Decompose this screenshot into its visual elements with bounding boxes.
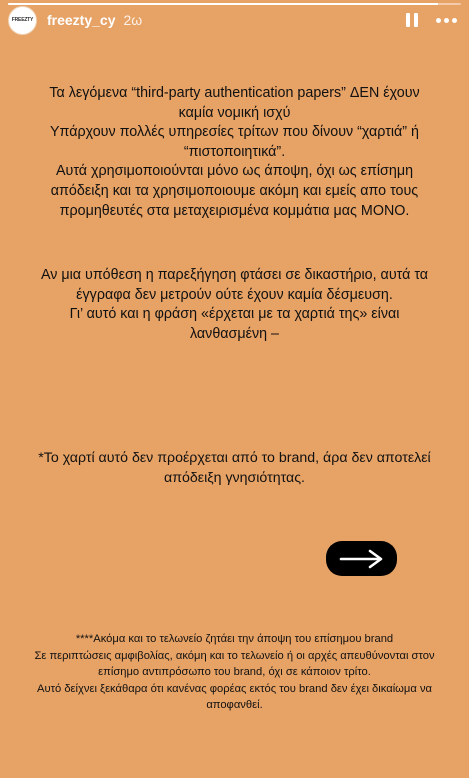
- footer-line: ****Ακόμα και το τελωνείο ζητάει την άποψη του επίσημου brand: [75, 633, 394, 645]
- text-line: Αν μια υπόθεση η παρεξήγηση φτάσει σε δικαστήριο, αυτά τα: [40, 267, 429, 283]
- arrow-right-icon: [338, 548, 386, 570]
- text-line: προμηθευτές στα μεταχειρισμένα κομμάτια μας ΜΟΝΟ.: [59, 202, 410, 219]
- text-line: “πιστοποιητικά”.: [183, 143, 286, 160]
- story-progress-bar: [8, 3, 461, 5]
- footer-line: Αυτό δείχνει ξεκάθαρα ότι κανένας φορέας εκτός του brand δεν έχει δικαίωμα να: [36, 682, 433, 695]
- paragraph-2: [18, 266, 451, 344]
- text-line: λανθασμένη –: [189, 325, 280, 342]
- paragraph-3: [18, 448, 451, 488]
- footer-line: Σε περιπτώσεις αμφιβολίας, ακόμη και το τελωνείο ή οι αρχές απευθύνονται στον: [34, 649, 435, 662]
- text-line: Γι’ αυτό και η φράση «έρχεται με τα χαρτιά της» είναι: [69, 306, 400, 323]
- story-header: [0, 6, 469, 34]
- text-line: Υπάρχουν πολλές υπηρεσίες τρίτων που δίνουν “χαρτιά” ή: [50, 124, 419, 141]
- text-line: Τα λεγόμενα “third-party authentication papers” ΔΕΝ έχουν: [49, 85, 420, 101]
- text-line: Αυτά χρησιμοποιούνται μόνο ως άποψη, όχι ως επίσημη: [55, 163, 414, 180]
- text-line: απόδειξη γνησιότητας.: [164, 470, 305, 486]
- text-line: καμία νομική ισχύ: [178, 104, 291, 121]
- next-arrow-button[interactable]: [326, 541, 397, 576]
- paragraph-1: [18, 84, 451, 221]
- footer-line: αποφανθεί.: [206, 699, 263, 711]
- post-time: 2ω: [123, 12, 143, 28]
- username[interactable]: freezty_cy: [47, 12, 116, 28]
- more-options-icon[interactable]: [436, 18, 457, 23]
- pause-icon[interactable]: [402, 10, 422, 30]
- text-line: απόδειξη και τα χρησιμοποιουμε ακόμη και εμείς απο τους: [50, 182, 419, 199]
- text-line: *Το χαρτί αυτό δεν προέρχεται από το brand, άρα δεν αποτελεί: [38, 450, 431, 466]
- avatar-logo-text: FREEZTY: [11, 17, 34, 23]
- avatar[interactable]: [8, 6, 37, 35]
- footer-note: [10, 631, 459, 714]
- footer-line: επίσημο αντιπρόσωπο του brand, όχι σε κάποιον τρίτο.: [98, 666, 371, 678]
- story-progress-fill: [8, 3, 438, 5]
- text-line: έγγραφα δεν μετρούν ούτε έχουν καμία δέσμευση.: [76, 286, 393, 303]
